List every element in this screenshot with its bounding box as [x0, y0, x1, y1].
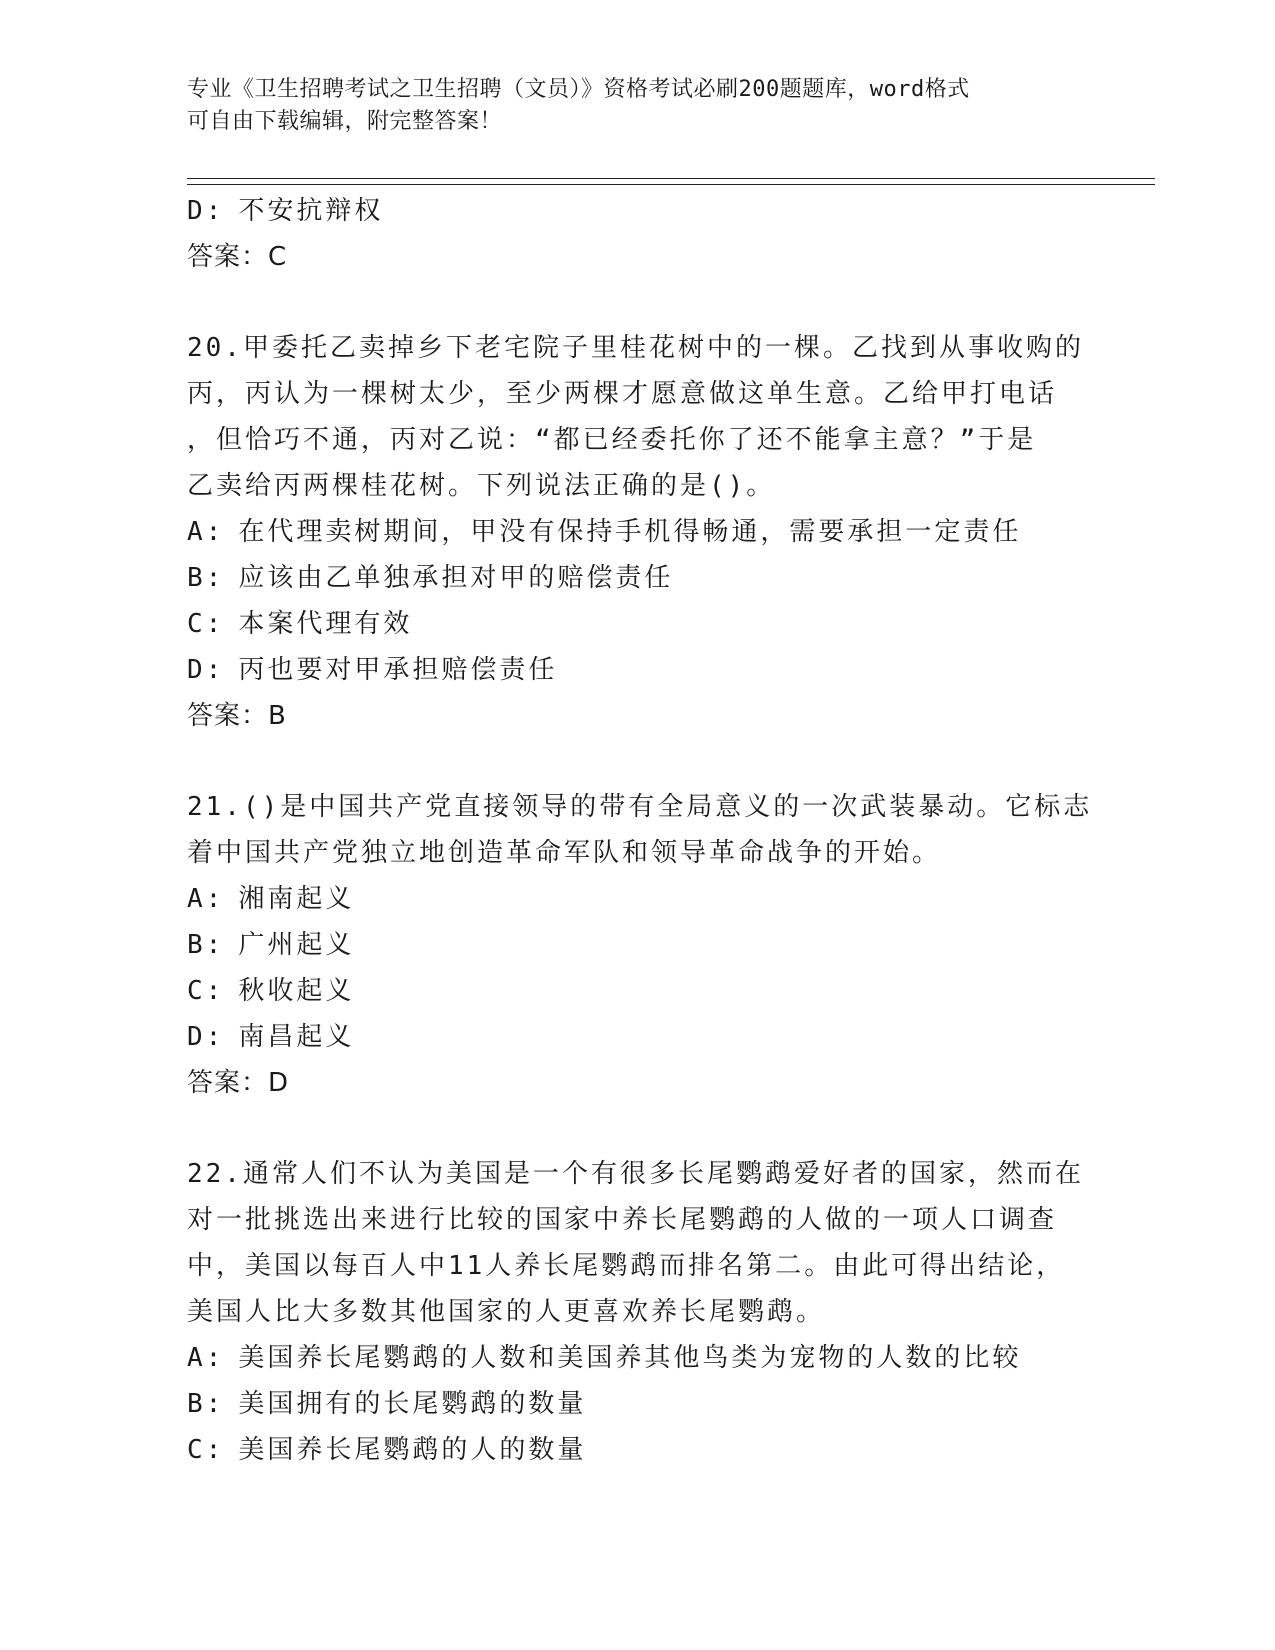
option-text: 南昌起义	[238, 1022, 355, 1052]
question-22	[187, 1151, 1087, 1473]
option-key: D:	[187, 196, 225, 226]
header-title-line-2: 可自由下载编辑，附完整答案！	[187, 109, 503, 134]
option-text: 美国拥有的长尾鹦鹉的数量	[238, 1389, 587, 1419]
answer-line: 答案：B	[187, 701, 287, 731]
question-gap	[187, 1106, 1087, 1151]
stem-line: 20.甲委托乙卖掉乡下老宅院子里桂花树中的一棵。乙找到从事收购的	[187, 333, 1084, 363]
option-a	[187, 509, 1087, 555]
option-text: 不安抗辩权	[238, 196, 384, 226]
option-d	[187, 188, 1087, 234]
question-21	[187, 784, 1093, 1106]
option-a	[187, 876, 1087, 922]
stem-line: 中，美国以每百人中11人养长尾鹦鹉而排名第二。由此可得出结论，	[187, 1251, 1066, 1281]
stem-line: 22.通常人们不认为美国是一个有很多长尾鹦鹉爱好者的国家，然而在	[187, 1159, 1084, 1189]
option-c	[187, 1427, 1087, 1473]
option-key: B:	[187, 563, 225, 593]
option-c	[187, 968, 1087, 1014]
answer-line: 答案：D	[187, 1068, 290, 1098]
option-key: A:	[187, 884, 225, 914]
option-key: A:	[187, 517, 225, 547]
option-text: 广州起义	[238, 930, 355, 960]
option-text: 湘南起义	[238, 884, 355, 914]
question-stem	[187, 1151, 1087, 1335]
option-d	[187, 1014, 1087, 1060]
document-body	[187, 188, 1093, 1473]
stem-line: 着中国共产党独立地创造革命军队和领导革命战争的开始。	[187, 838, 942, 868]
option-text: 本案代理有效	[238, 609, 413, 639]
option-key: A:	[187, 1343, 225, 1373]
option-text: 应该由乙单独承担对甲的赔偿责任	[238, 563, 674, 593]
header-rule-top	[187, 178, 1155, 179]
option-key: C:	[187, 609, 225, 639]
option-key: D:	[187, 655, 225, 685]
option-c	[187, 601, 1087, 647]
option-b	[187, 555, 1087, 601]
header-title-line-1: 专业《卫生招聘考试之卫生招聘（文员）》资格考试必刷200题题库，word格式	[187, 77, 970, 102]
option-b	[187, 922, 1087, 968]
stem-line: 美国人比大多数其他国家的人更喜欢养长尾鹦鹉。	[187, 1297, 826, 1327]
question-gap	[187, 280, 1087, 325]
option-a	[187, 1335, 1087, 1381]
answer-line: 答案：C	[187, 242, 288, 272]
option-text: 丙也要对甲承担赔偿责任	[238, 655, 558, 685]
option-key: B:	[187, 1389, 225, 1419]
option-key: C:	[187, 976, 225, 1006]
question-stem	[187, 325, 1087, 509]
stem-line: 对一批挑选出来进行比较的国家中养长尾鹦鹉的人做的一项人口调查	[187, 1205, 1058, 1235]
option-key: D:	[187, 1022, 225, 1052]
stem-line: 丙，丙认为一棵树太少，至少两棵才愿意做这单生意。乙给甲打电话	[187, 379, 1058, 409]
header-rule-bottom	[187, 184, 1155, 185]
option-text: 美国养长尾鹦鹉的人的数量	[238, 1435, 587, 1465]
question-stem	[187, 784, 1093, 876]
stem-line: 乙卖给丙两棵桂花树。下列说法正确的是()。	[187, 471, 776, 501]
option-key: C:	[187, 1435, 225, 1465]
question-20	[187, 325, 1087, 739]
stem-line: 21.()是中国共产党直接领导的带有全局意义的一次武装暴动。它标志	[187, 792, 1093, 822]
option-key: B:	[187, 930, 225, 960]
option-text: 美国养长尾鹦鹉的人数和美国养其他鸟类为宠物的人数的比较	[238, 1343, 1022, 1373]
page-header	[187, 74, 1067, 138]
option-b	[187, 1381, 1087, 1427]
option-text: 秋收起义	[238, 976, 355, 1006]
question-gap	[187, 739, 1087, 784]
option-text: 在代理卖树期间，甲没有保持手机得畅通，需要承担一定责任	[238, 517, 1022, 547]
stem-line: ，但恰巧不通，丙对乙说：“都已经委托你了还不能拿主意？”于是	[187, 425, 1037, 455]
option-d	[187, 647, 1087, 693]
